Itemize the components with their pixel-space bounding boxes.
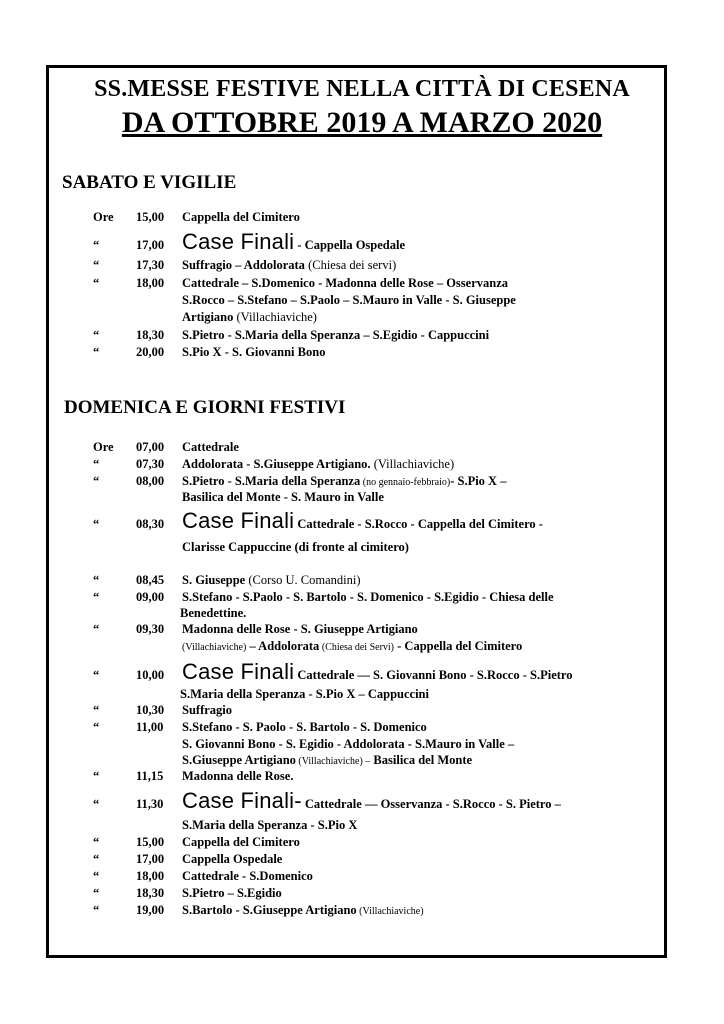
row-note: (Corso U. Comandini) [245,573,361,587]
row-prefix: “ [93,517,100,531]
row-prefix: “ [93,852,100,866]
title-line-1: SS.MESSE FESTIVE NELLA CITTÀ DI CESENA [94,76,630,102]
row-prefix: “ [93,720,100,734]
row-note: (Chiesa dei Servi) [319,642,395,653]
row-time: 11,00 [136,720,164,734]
row-text [182,457,454,472]
row-text-main: S.Giuseppe Artigiano [182,753,296,767]
row-time: 07,00 [136,440,165,454]
row-prefix: “ [93,258,100,272]
row-time: 17,00 [136,238,165,252]
row-time: 17,00 [136,852,165,866]
row-text [182,258,396,273]
row-time: 18,30 [136,328,165,342]
row-time: 15,00 [136,835,165,849]
section-heading-sabato: SABATO E VIGILIE [62,172,237,193]
row-prefix: “ [93,345,100,359]
row-time: 11,15 [136,769,164,783]
row-prefix: “ [93,328,100,342]
row-prefix: Ore [93,210,114,224]
row-prefix: “ [93,769,100,783]
row-continuation: S. Giovanni Bono - S. Egidio - Addolorata - S.Mauro in Valle – [182,737,515,751]
row-time: 08,45 [136,573,165,587]
row-text: S.Pio X - S. Giovanni Bono [182,345,326,359]
row-text-main: – Addolorata [246,639,320,653]
row-text-main: S. Giuseppe [182,573,246,587]
row-text: Madonna delle Rose. [182,769,294,783]
row-text [182,573,361,588]
row-time: 09,30 [136,622,165,636]
row-text [182,659,572,685]
row-text [182,474,506,489]
row-text [182,229,405,255]
row-text [182,508,543,534]
row-text: Cappella del Cimitero [182,835,300,849]
case-finali-label: Case Finali [182,229,295,254]
row-text [182,788,561,814]
row-note: (Villachiaviche) [233,310,317,324]
row-text-main: Addolorata - S.Giuseppe Artigiano. [182,457,371,471]
row-text-main: Suffragio – Addolorata [182,258,305,272]
case-finali-label: Case Finali [182,659,295,684]
row-time: 10,30 [136,703,165,717]
row-prefix: “ [93,797,100,811]
row-continuation [182,310,317,325]
case-finali-label: Case Finali [182,508,295,533]
row-continuation [182,753,472,768]
row-continuation [182,639,522,654]
row-prefix: “ [93,869,100,883]
row-time: 20,00 [136,345,165,359]
row-time: 18,00 [136,869,165,883]
row-text: Madonna delle Rose - S. Giuseppe Artigiano [182,622,418,636]
row-prefix: “ [93,457,100,471]
row-prefix: “ [93,622,100,636]
row-time: 18,00 [136,276,165,290]
row-prefix: “ [93,276,100,290]
case-finali-label: Case Finali- [182,788,302,813]
row-text-tail: - Cappella del Cimitero [394,639,523,653]
row-note: (Villachiaviche) [356,906,424,917]
row-continuation: S.Maria della Speranza - S.Pio X [182,818,358,832]
row-note: (Villachiaviche) [370,457,455,471]
row-text: S.Stefano - S.Paolo - S. Bartolo - S. Domenico - S.Egidio - Chiesa delle [182,590,554,604]
row-continuation: S.Maria della Speranza - S.Pio X – Cappuccini [180,687,429,701]
row-time: 09,00 [136,590,165,604]
row-prefix: “ [93,886,100,900]
row-text: Cattedrale [182,440,239,454]
row-note: (no gennaio-febbraio) [360,477,451,488]
row-continuation: Clarisse Cappuccine (di fronte al cimitero) [182,540,409,554]
row-prefix: “ [93,474,100,488]
row-time: 18,30 [136,886,165,900]
row-continuation: S.Rocco – S.Stefano – S.Paolo – S.Mauro in Valle - S. Giuseppe [182,293,516,307]
row-text-rest: Cattedrale — S. Giovanni Bono - S.Rocco - S.Pietro [294,668,573,682]
row-prefix: “ [93,835,100,849]
row-text-rest: - Cappella Ospedale [294,238,406,252]
row-text: S.Pietro - S.Maria della Speranza – S.Egidio - Cappuccini [182,328,490,342]
row-text-main: Artigiano [182,310,234,324]
row-text-main: S.Bartolo - S.Giuseppe Artigiano [182,903,357,917]
schedule-row [0,508,724,538]
row-text [182,903,424,918]
row-text-rest: Cattedrale - S.Rocco - Cappella del Cimitero - [294,517,543,531]
row-time: 08,30 [136,517,165,531]
row-text-main: S.Pietro - S.Maria della Speranza [182,474,361,488]
row-time: 08,00 [136,474,165,488]
row-note: (Villachiaviche) [182,642,247,653]
row-continuation: Benedettine. [180,606,247,620]
schedule-row [0,659,724,689]
row-prefix: “ [93,238,100,252]
row-text: Cattedrale - S.Domenico [182,869,313,883]
row-time: 15,00 [136,210,165,224]
row-continuation: Basilica del Monte - S. Mauro in Valle [182,490,384,504]
row-prefix: “ [93,903,100,917]
schedule-row [0,229,724,259]
row-text: Cappella Ospedale [182,852,283,866]
row-text-rest: Cattedrale — Osservanza - S.Rocco - S. Pietro – [301,797,561,811]
row-time: 17,30 [136,258,165,272]
row-time: 11,30 [136,797,164,811]
row-note: (Villachiaviche) – [295,756,371,767]
row-text-tail: Basilica del Monte [370,753,473,767]
row-prefix: “ [93,573,100,587]
row-prefix: “ [93,703,100,717]
row-text: S.Stefano - S. Paolo - S. Bartolo - S. Domenico [182,720,427,734]
row-prefix: Ore [93,440,114,454]
row-text-tail: - S.Pio X – [450,474,507,488]
row-text: Cappella del Cimitero [182,210,300,224]
row-text: Suffragio [182,703,232,717]
schedule-row [0,788,724,818]
row-time: 19,00 [136,903,165,917]
row-time: 07,30 [136,457,165,471]
section-heading-domenica: DOMENICA E GIORNI FESTIVI [64,397,346,418]
row-prefix: “ [93,668,100,682]
row-time: 10,00 [136,668,165,682]
row-text: Cattedrale – S.Domenico - Madonna delle Rose – Osservanza [182,276,509,290]
row-prefix: “ [93,590,100,604]
title-line-2: DA OTTOBRE 2019 A MARZO 2020 [121,106,603,139]
row-text: S.Pietro – S.Egidio [182,886,282,900]
row-note: (Chiesa dei servi) [304,258,397,272]
